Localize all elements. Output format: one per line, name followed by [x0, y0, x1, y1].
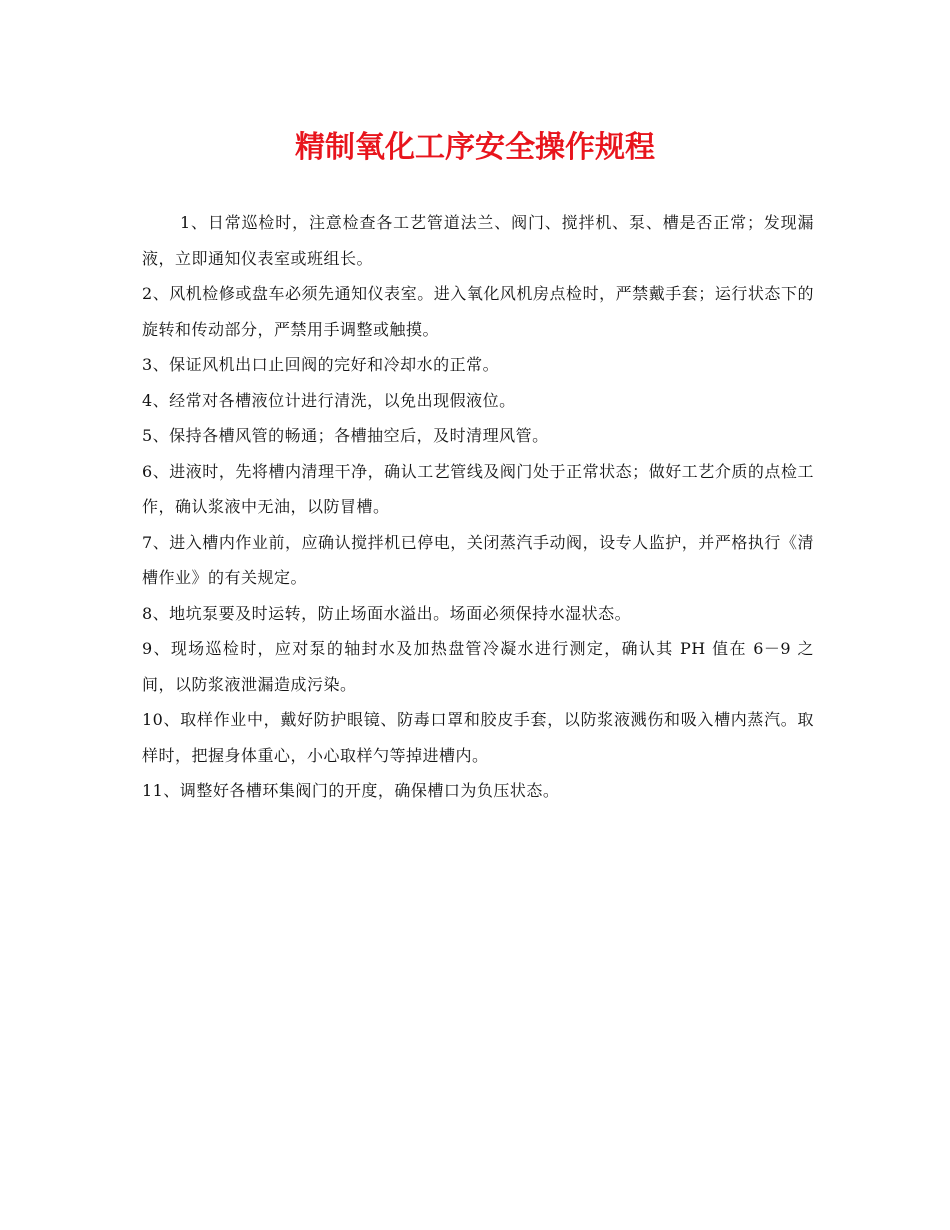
paragraph-item-7: 7、进入槽内作业前，应确认搅拌机已停电，关闭蒸汽手动阀，设专人监护，并严格执行《清槽作业》的有关规定。	[142, 532, 814, 587]
paragraph-item-2: 2、风机检修或盘车必须先通知仪表室。进入氧化风机房点检时，严禁戴手套；运行状态下的旋转和传动部分，严禁用手调整或触摸。	[142, 284, 814, 339]
paragraph-item-10: 10、取样作业中，戴好防护眼镜、防毒口罩和胶皮手套，以防浆液溅伤和吸入槽内蒸汽。取样时，把握身体重心，小心取样勺等掉进槽内。	[142, 710, 814, 765]
paragraph-item-1: 1、日常巡检时，注意检查各工艺管道法兰、阀门、搅拌机、泵、槽是否正常；发现漏液，立即通知仪表室或班组长。	[142, 213, 814, 268]
paragraph-item-4: 4、经常对各槽液位计进行清洗，以免出现假液位。	[142, 390, 516, 410]
page-title: 精制氧化工序安全操作规程	[295, 130, 655, 165]
paragraph-item-3: 3、保证风机出口止回阀的完好和冷却水的正常。	[142, 355, 500, 374]
paragraph-item-9: 9、现场巡检时，应对泵的轴封水及加热盘管冷凝水进行测定，确认其 PH 值在 6－9 之间，以防浆液泄漏造成污染。	[142, 639, 814, 694]
paragraph-item-5: 5、保持各槽风管的畅通；各槽抽空后，及时清理风管。	[142, 426, 549, 445]
document-body	[142, 205, 814, 809]
paragraph-item-8: 8、地坑泵要及时运转，防止场面水溢出。场面必须保持水湿状态。	[142, 603, 632, 623]
paragraph-item-11: 11、调整好各槽环集阀门的开度，确保槽口为负压状态。	[142, 781, 560, 800]
paragraph-item-6: 6、进液时，先将槽内清理干净，确认工艺管线及阀门处于正常状态；做好工艺介质的点检工作，确认浆液中无油，以防冒槽。	[142, 461, 814, 516]
